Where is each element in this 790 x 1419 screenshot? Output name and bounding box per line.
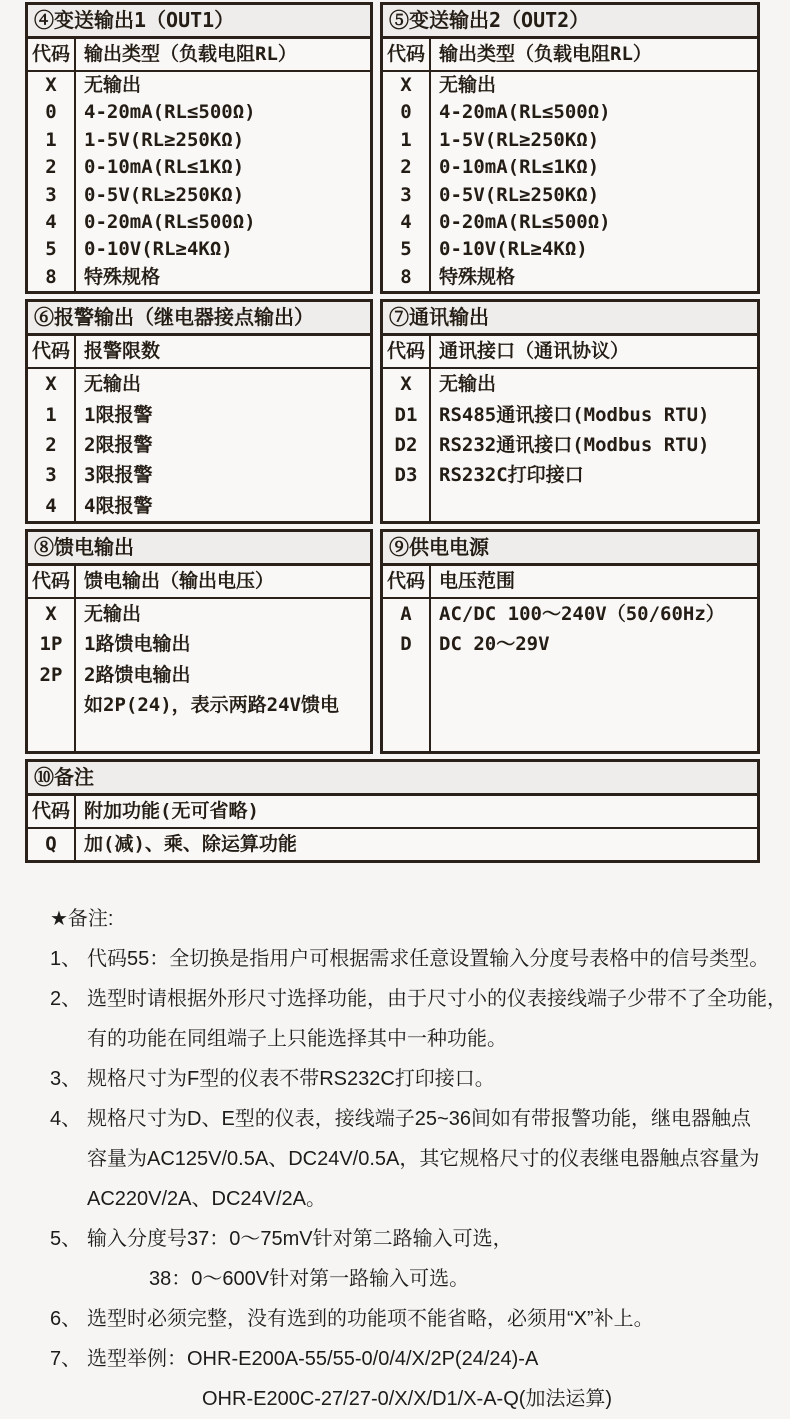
- code-cell: D: [400, 633, 412, 656]
- code-cell: 2P: [39, 663, 63, 686]
- code-cell: Q: [45, 833, 57, 856]
- note-item-5: [50, 1219, 790, 1259]
- desc-cell: 2限报警: [84, 433, 153, 456]
- desc-header: 通讯接口（通讯协议）: [439, 340, 630, 363]
- note-number: 3、: [50, 1068, 82, 1091]
- desc-cell: 加(减)、乘、除运算功能: [84, 833, 297, 856]
- code-cell: 8: [45, 265, 57, 288]
- table-feed-output: [25, 529, 373, 754]
- table-comm: [380, 299, 760, 524]
- note-item-4-cont: AC220V/2A、DC24V/2A。: [87, 1188, 327, 1211]
- code-column: [28, 369, 76, 521]
- desc-cell: 0-5V(RL≥250KΩ): [84, 183, 245, 206]
- desc-cell: 1-5V(RL≥250KΩ): [439, 128, 600, 151]
- code-header: 代码: [28, 566, 76, 597]
- note-item-7: [50, 1339, 790, 1379]
- desc-cell: 4限报警: [84, 494, 153, 517]
- code-cell: X: [400, 373, 412, 396]
- code-cell: 2: [45, 156, 57, 179]
- code-cell: A: [400, 603, 412, 626]
- code-column: [383, 369, 431, 521]
- section-transmit-outputs: [25, 2, 790, 294]
- note-item-3: [50, 1059, 790, 1099]
- table-feed-output-title: ⑧馈电输出: [28, 532, 370, 566]
- desc-cell: 0-20mA(RL≤500Ω): [84, 210, 256, 233]
- desc-header: 馈电输出（输出电压）: [84, 570, 275, 593]
- table-out2-header: [383, 39, 757, 72]
- table-out2: [380, 2, 760, 294]
- code-header: 代码: [383, 39, 431, 70]
- note-text: 输入分度号37：0～75mV针对第二路输入可选，: [87, 1228, 513, 1251]
- note-item-4-cont: 容量为AC125V/0.5A、DC24V/0.5A，其它规格尺寸的仪表继电器触点容量为: [87, 1148, 760, 1171]
- notes-block: [50, 899, 790, 1419]
- table-power-supply-title: ⑨供电电源: [383, 532, 757, 566]
- code-column: [28, 72, 76, 291]
- section-alarm-comm: [25, 299, 790, 524]
- code-cell: 4: [400, 210, 412, 233]
- code-cell: X: [45, 603, 57, 626]
- table-feed-output-header: [28, 566, 370, 599]
- desc-cell: 2路馈电输出: [84, 663, 191, 686]
- table-power-supply-header: [383, 566, 757, 599]
- desc-cell: 无输出: [84, 373, 142, 396]
- code-cell: 2: [45, 433, 57, 456]
- note-item-7-cont: OHR-E200C-27/27-0/X/X/D1/X-A-Q(加法运算): [202, 1388, 613, 1411]
- table-comm-header: [383, 336, 757, 369]
- table-out1-header: [28, 39, 370, 72]
- table-out2-body: [383, 72, 757, 291]
- code-cell: 8: [400, 265, 412, 288]
- desc-cell: 特殊规格: [439, 265, 516, 288]
- table-remark: [25, 759, 760, 863]
- desc-column: [76, 829, 757, 860]
- table-out1: [25, 2, 373, 294]
- note-number: 6、: [50, 1308, 82, 1331]
- table-alarm-body: [28, 369, 370, 521]
- code-cell: 4: [45, 494, 57, 517]
- table-remark-body: [28, 829, 757, 860]
- code-cell: X: [45, 373, 57, 396]
- code-cell: X: [400, 74, 412, 96]
- code-cell: D2: [394, 433, 418, 456]
- code-header: 代码: [28, 796, 76, 827]
- desc-cell: 1路馈电输出: [84, 633, 191, 656]
- desc-cell: 特殊规格: [84, 265, 161, 288]
- code-column: [28, 829, 76, 860]
- table-remark-title: ⑩备注: [28, 762, 757, 796]
- code-cell: 3: [45, 183, 57, 206]
- desc-column: [431, 369, 757, 521]
- table-out1-body: [28, 72, 370, 291]
- code-cell: 1: [45, 128, 57, 151]
- note-number: 5、: [50, 1228, 82, 1251]
- note-text: 选型举例：OHR-E200A-55/55-0/0/4/X/2P(24/24)-A: [87, 1348, 539, 1371]
- desc-cell: 如2P(24)，表示两路24V馈电: [84, 694, 339, 717]
- note-item-1: [50, 939, 790, 979]
- desc-column: [431, 599, 757, 751]
- desc-cell: RS232通讯接口(Modbus RTU): [439, 433, 710, 456]
- table-power-supply: [380, 529, 760, 754]
- desc-cell: 0-10V(RL≥4KΩ): [84, 238, 233, 261]
- desc-column: [76, 599, 370, 751]
- table-alarm-title: ⑥报警输出（继电器接点输出）: [28, 302, 370, 336]
- desc-header: 电压范围: [439, 570, 516, 593]
- desc-column: [431, 72, 757, 291]
- note-text: 规格尺寸为D、E型的仪表，接线端子25~36间如有带报警功能，继电器触点: [87, 1108, 751, 1131]
- note-item-4: [50, 1099, 790, 1139]
- desc-cell: 1-5V(RL≥250KΩ): [84, 128, 245, 151]
- desc-header: 附加功能(无可省略): [84, 800, 259, 823]
- desc-cell: 无输出: [84, 74, 142, 96]
- note-item-5-cont: 38：0～600V针对第一路输入可选。: [149, 1268, 470, 1291]
- note-text: 代码55：全切换是指用户可根据需求任意设置输入分度号表格中的信号类型。: [87, 948, 770, 971]
- note-number: 7、: [50, 1348, 82, 1371]
- table-alarm: [25, 299, 373, 524]
- note-item-2: [50, 979, 790, 1019]
- desc-cell: 1限报警: [84, 403, 153, 426]
- desc-cell: 4-20mA(RL≤500Ω): [84, 101, 256, 124]
- desc-cell: AC/DC 100～240V（50/60Hz）: [439, 603, 725, 626]
- section-feed-supply: [25, 529, 790, 754]
- table-out1-title: ④变送输出1（OUT1）: [28, 5, 370, 39]
- desc-cell: RS232C打印接口: [439, 464, 584, 487]
- code-cell: 1P: [39, 633, 63, 656]
- table-feed-output-body: [28, 599, 370, 751]
- code-column: [383, 72, 431, 291]
- desc-cell: 无输出: [84, 603, 142, 626]
- table-power-supply-body: [383, 599, 757, 751]
- desc-cell: 0-10mA(RL≤1KΩ): [84, 156, 245, 179]
- code-header: 代码: [383, 566, 431, 597]
- desc-cell: 4-20mA(RL≤500Ω): [439, 101, 611, 124]
- code-cell: 3: [400, 183, 412, 206]
- note-text: 选型时必须完整，没有选到的功能项不能省略，必须用“X”补上。: [87, 1308, 654, 1331]
- note-number: 1、: [50, 948, 82, 971]
- desc-cell: DC 20～29V: [439, 633, 550, 656]
- table-out2-title: ⑤变送输出2（OUT2）: [383, 5, 757, 39]
- code-cell: X: [45, 74, 57, 96]
- desc-cell: RS485通讯接口(Modbus RTU): [439, 403, 710, 426]
- desc-cell: 0-20mA(RL≤500Ω): [439, 210, 611, 233]
- table-comm-body: [383, 369, 757, 521]
- note-item-2-cont: 有的功能在同组端子上只能选择其中一种功能。: [87, 1028, 507, 1051]
- code-cell: D3: [394, 464, 418, 487]
- desc-header: 报警限数: [84, 340, 161, 363]
- code-cell: 2: [400, 156, 412, 179]
- note-text: 选型时请根据外形尺寸选择功能，由于尺寸小的仪表接线端子少带不了全功能，: [87, 988, 787, 1011]
- code-cell: 3: [45, 464, 57, 487]
- code-column: [383, 599, 431, 751]
- code-cell: 4: [45, 210, 57, 233]
- note-number: 2、: [50, 988, 82, 1011]
- code-header: 代码: [28, 336, 76, 367]
- code-cell: [28, 690, 74, 720]
- notes-heading: ★备注:: [50, 908, 114, 931]
- code-cell: 1: [45, 403, 57, 426]
- code-cell: 0: [45, 101, 57, 124]
- code-header: 代码: [28, 39, 76, 70]
- note-item-6: [50, 1299, 790, 1339]
- desc-column: [76, 72, 370, 291]
- desc-cell: 0-5V(RL≥250KΩ): [439, 183, 600, 206]
- desc-header: 输出类型（负载电阻RL）: [439, 43, 652, 65]
- code-cell: 1: [400, 128, 412, 151]
- section-remark: [25, 759, 790, 863]
- desc-column: [76, 369, 370, 521]
- code-cell: 5: [400, 238, 412, 261]
- code-header: 代码: [383, 336, 431, 367]
- desc-cell: 0-10mA(RL≤1KΩ): [439, 156, 600, 179]
- table-remark-header: [28, 796, 757, 829]
- desc-header: 输出类型（负载电阻RL）: [84, 43, 297, 65]
- note-text: 规格尺寸为F型的仪表不带RS232C打印接口。: [87, 1068, 495, 1091]
- desc-cell: 0-10V(RL≥4KΩ): [439, 238, 588, 261]
- code-cell: D1: [394, 403, 418, 426]
- code-cell: 5: [45, 238, 57, 261]
- desc-cell: 无输出: [439, 74, 497, 96]
- desc-cell: 3限报警: [84, 464, 153, 487]
- desc-cell: 无输出: [439, 373, 497, 396]
- note-number: 4、: [50, 1108, 82, 1131]
- table-comm-title: ⑦通讯输出: [383, 302, 757, 336]
- code-column: [28, 599, 76, 751]
- table-alarm-header: [28, 336, 370, 369]
- code-cell: 0: [400, 101, 412, 124]
